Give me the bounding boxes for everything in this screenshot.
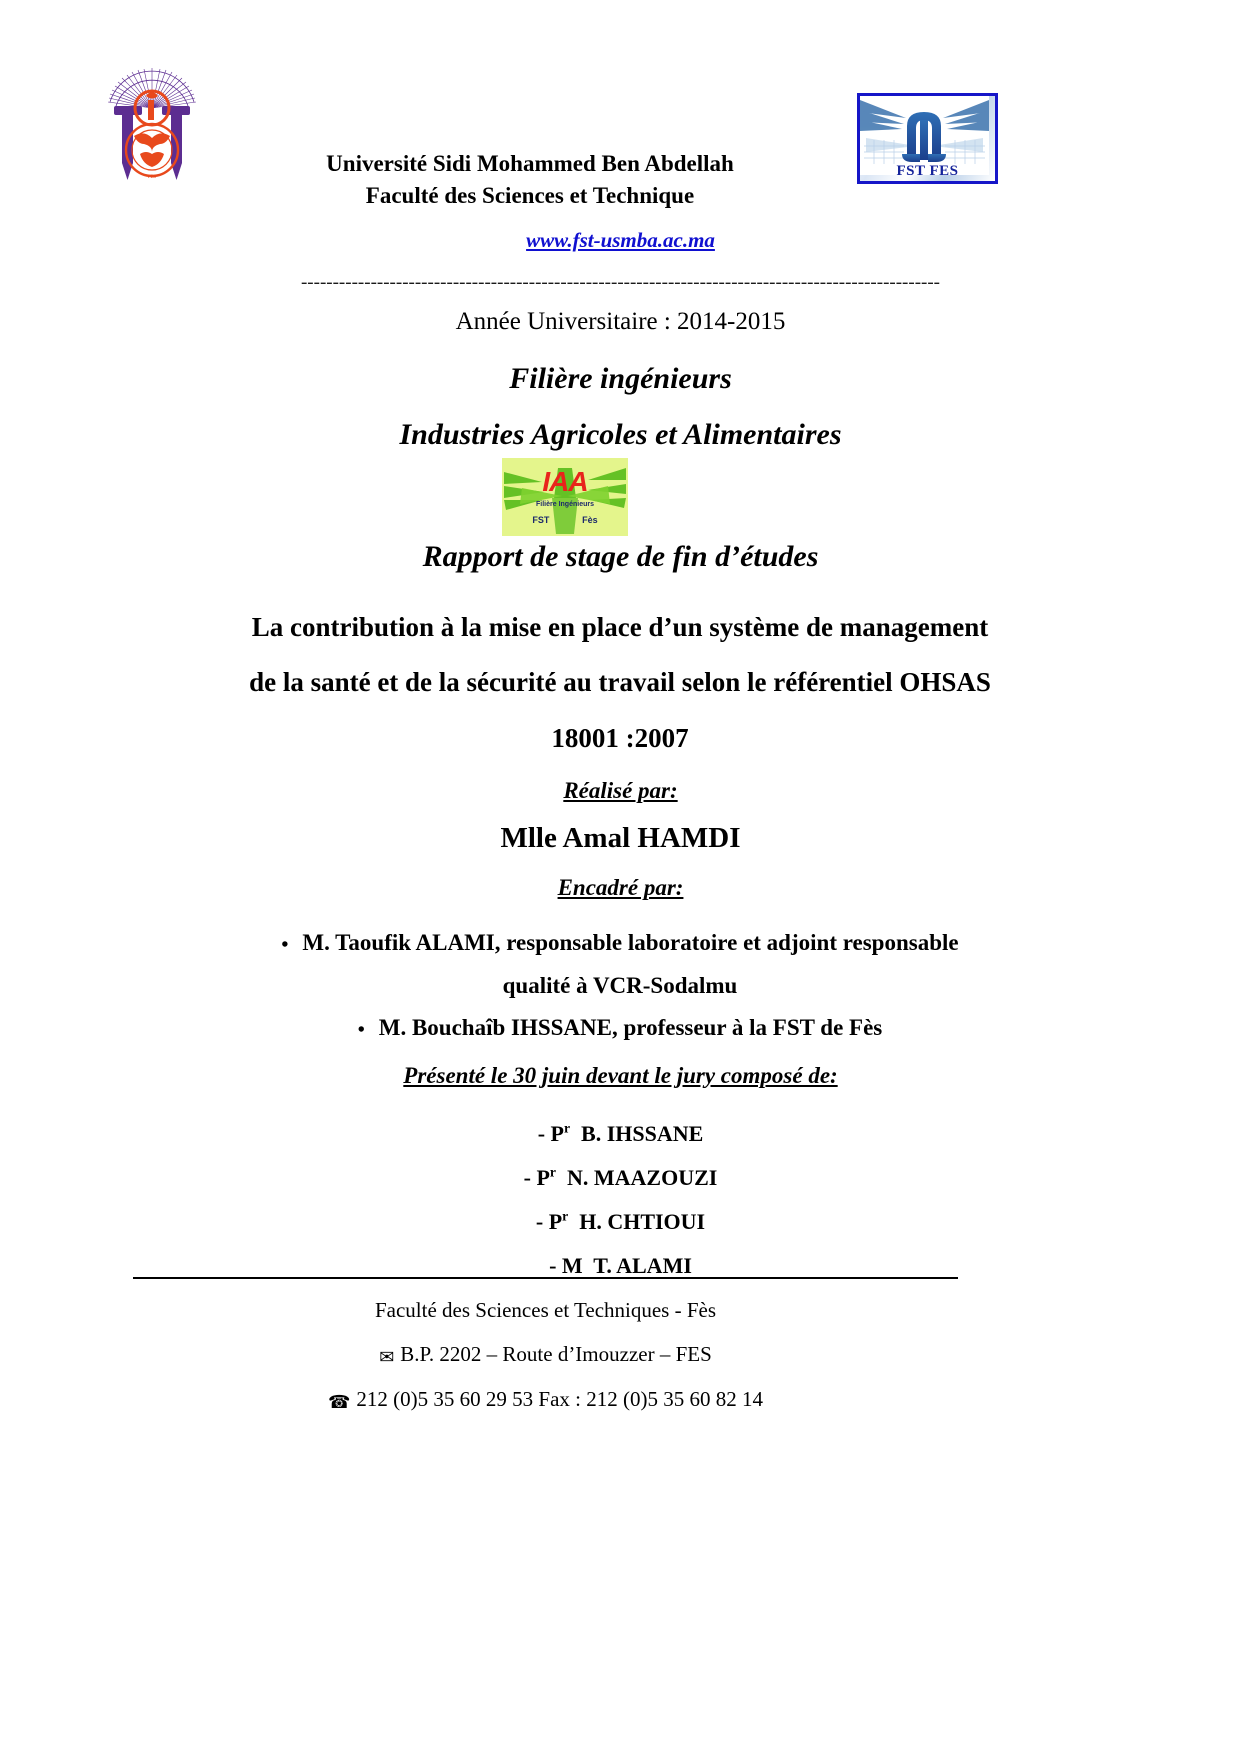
footer-faculty: Faculté des Sciences et Techniques - Fès <box>374 1298 717 1322</box>
supervisor-2-line1: M. Bouchaîb IHSSANE, professeur à la FST de Fès <box>378 1015 883 1041</box>
report-title-line-3: 18001 :2007 <box>551 722 689 753</box>
iaa-logo-title: IAA <box>542 466 588 497</box>
footer-address: B.P. 2202 – Route d’Imouzzer – FES <box>400 1342 712 1367</box>
page-footer <box>133 1288 958 1422</box>
iaa-logo-left-label: FST <box>532 515 550 525</box>
page-header <box>0 0 1241 208</box>
footer-phone: 212 (0)5 35 60 29 53 Fax : 212 (0)5 35 60 82 14 <box>356 1386 763 1411</box>
list-item <box>130 1007 1110 1050</box>
envelope-icon: ✉ <box>379 1347 395 1368</box>
fst-fes-logo <box>857 93 998 184</box>
jury-1-name: B. IHSSANE <box>581 1121 704 1146</box>
supervisor-1-line2: qualité à VCR-Sodalmu <box>502 972 738 998</box>
jury-4-name: T. ALAMI <box>593 1253 692 1278</box>
jury-4-prefix: - M <box>549 1253 583 1278</box>
supervisor-heading-label: Encadré par: <box>557 875 684 900</box>
jury-2-sup: r <box>549 1164 556 1180</box>
jury-1-prefix: - P <box>537 1121 564 1146</box>
list-item <box>0 1112 1241 1156</box>
program-line-2: Industries Agricoles et Alimentaires <box>399 418 842 451</box>
jury-1-sup: r <box>563 1120 571 1136</box>
jury-3-name: H. CHTIOUI <box>579 1209 706 1234</box>
bullet-icon: • <box>357 1018 365 1041</box>
iaa-logo-subtitle: Filière Ingénieurs <box>536 501 594 508</box>
usmba-logo <box>100 62 205 190</box>
website-link[interactable]: www.fst-usmba.ac.ma <box>526 228 715 252</box>
report-type: Rapport de stage de fin d’études <box>422 540 819 573</box>
usmba-emblem-icon <box>100 62 205 190</box>
author-heading <box>0 778 1241 804</box>
author-heading-label: Réalisé par: <box>563 778 678 803</box>
svg-text:FES: FES <box>147 175 157 180</box>
list-item <box>130 922 1110 1007</box>
supervisor-heading <box>0 875 1241 901</box>
telephone-icon: ☎ <box>328 1391 351 1412</box>
iaa-logo-footer <box>502 515 628 525</box>
iaa-logo-right-label: Fès <box>582 515 598 525</box>
jury-3-sup: r <box>562 1208 569 1224</box>
university-name-line1: Université Sidi Mohammed Ben Abdellah <box>326 151 734 176</box>
footer-phone-row <box>133 1377 958 1422</box>
footer-divider <box>133 1277 958 1279</box>
jury-list <box>0 1112 1241 1288</box>
author-name: Mlle Amal HAMDI <box>500 822 741 854</box>
supervisor-1-line1: M. Taoufik ALAMI, responsable laboratoire et adjoint responsable <box>302 930 959 955</box>
jury-3-prefix: - P <box>535 1209 563 1234</box>
academic-year: Année Universitaire : 2014-2015 <box>455 308 786 335</box>
list-item <box>0 1200 1241 1244</box>
report-title <box>95 600 1145 766</box>
header-separator: ----------------------------------------------------------------------------------------------------- <box>300 272 941 293</box>
bullet-icon: • <box>281 933 289 956</box>
list-item <box>0 1244 1241 1288</box>
fst-fes-logo-label: FST FES <box>896 163 959 179</box>
footer-address-row <box>133 1332 958 1377</box>
report-title-line-2: de la santé et de la sécurité au travail selon le référentiel OHSAS <box>249 667 991 698</box>
faculty-name-line2: Faculté des Sciences et Technique <box>365 182 695 208</box>
university-title <box>230 148 830 211</box>
jury-2-prefix: - P <box>523 1165 550 1190</box>
jury-heading <box>0 1063 1241 1089</box>
report-title-line-1: La contribution à la mise en place d’un système de management <box>251 612 989 642</box>
jury-2-name: N. MAAZOUZI <box>566 1165 718 1190</box>
jury-heading-label: Présenté le 30 juin devant le jury composé de: <box>403 1063 838 1088</box>
program-line-1: Filière ingénieurs <box>509 362 732 395</box>
iaa-logo <box>502 458 628 536</box>
supervisor-list <box>130 922 1110 1050</box>
list-item <box>0 1156 1241 1200</box>
